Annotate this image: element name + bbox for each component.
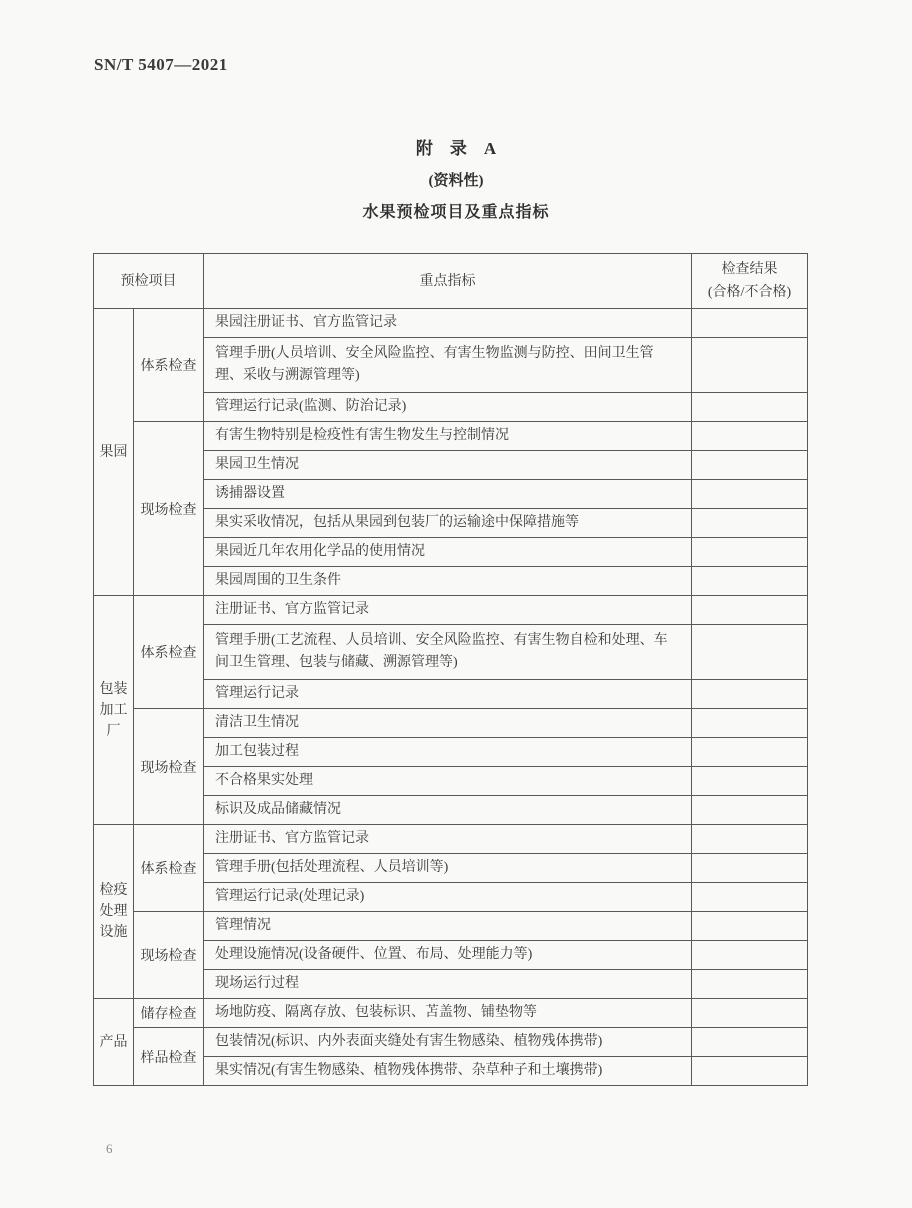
group-cell-system-check: 体系检查 xyxy=(134,825,204,912)
indicator-cell: 注册证书、官方监管记录 xyxy=(204,825,692,854)
category-cell-orchard: 果园 xyxy=(94,309,134,596)
result-cell xyxy=(692,825,808,854)
table-row xyxy=(94,912,808,941)
indicator-cell: 管理手册(工艺流程、人员培训、安全风险监控、有害生物自检和处理、车间卫生管理、包装与储藏、溯源管理等) xyxy=(204,625,692,680)
indicator-cell: 不合格果实处理 xyxy=(204,767,692,796)
result-cell xyxy=(692,393,808,422)
group-cell-site-check: 现场检查 xyxy=(134,709,204,825)
indicator-cell: 标识及成品储藏情况 xyxy=(204,796,692,825)
result-cell xyxy=(692,854,808,883)
indicator-cell: 诱捕器设置 xyxy=(204,480,692,509)
table-row xyxy=(94,825,808,854)
group-cell-site-check: 现场检查 xyxy=(134,912,204,999)
standard-number: SN/T 5407—2021 xyxy=(94,55,228,74)
result-cell xyxy=(692,480,808,509)
indicator-cell: 清洁卫生情况 xyxy=(204,709,692,738)
indicator-cell: 果园注册证书、官方监管记录 xyxy=(204,309,692,338)
inspection-table xyxy=(93,253,808,1086)
result-cell xyxy=(692,625,808,680)
indicator-cell: 现场运行过程 xyxy=(204,970,692,999)
page-number: 6 xyxy=(106,1141,113,1156)
result-cell xyxy=(692,941,808,970)
indicator-cell: 管理手册(人员培训、安全风险监控、有害生物监测与防控、田间卫生管理、采收与溯源管理等) xyxy=(204,338,692,393)
indicator-cell: 果实采收情况，包括从果园到包装厂的运输途中保障措施等 xyxy=(204,509,692,538)
header-check-result-line2: (合格/不合格) xyxy=(707,285,792,300)
indicator-cell: 果园卫生情况 xyxy=(204,451,692,480)
header-check-result xyxy=(692,254,808,309)
result-cell xyxy=(692,999,808,1028)
table-row xyxy=(94,422,808,451)
indicator-cell: 有害生物特别是检疫性有害生物发生与控制情况 xyxy=(204,422,692,451)
indicator-cell: 管理运行记录 xyxy=(204,680,692,709)
table-row xyxy=(94,596,808,625)
header-check-result-line1: 检查结果 xyxy=(721,262,778,277)
appendix-title-block xyxy=(0,134,912,222)
result-cell xyxy=(692,738,808,767)
indicator-cell: 注册证书、官方监管记录 xyxy=(204,596,692,625)
group-cell-sample-check: 样品检查 xyxy=(134,1028,204,1086)
result-cell xyxy=(692,912,808,941)
group-cell-storage-check: 储存检查 xyxy=(134,999,204,1028)
indicator-cell: 场地防疫、隔离存放、包装标识、苫盖物、铺垫物等 xyxy=(204,999,692,1028)
category-cell-quarantine-facility: 检疫处理设施 xyxy=(94,825,134,999)
result-cell xyxy=(692,1057,808,1086)
result-cell xyxy=(692,680,808,709)
result-cell xyxy=(692,596,808,625)
header-precheck-item: 预检项目 xyxy=(94,254,204,309)
table-row xyxy=(94,1028,808,1057)
result-cell xyxy=(692,509,808,538)
result-cell xyxy=(692,451,808,480)
table-row xyxy=(94,709,808,738)
appendix-title: 附 录 A xyxy=(415,139,497,158)
indicator-cell: 加工包装过程 xyxy=(204,738,692,767)
category-cell-packing-plant: 包装加工厂 xyxy=(94,596,134,825)
result-cell xyxy=(692,422,808,451)
appendix-subtitle: (资料性) xyxy=(428,173,484,189)
group-cell-system-check: 体系检查 xyxy=(134,596,204,709)
indicator-cell: 处理设施情况(设备硬件、位置、布局、处理能力等) xyxy=(204,941,692,970)
table-row xyxy=(94,999,808,1028)
result-cell xyxy=(692,767,808,796)
indicator-cell: 果园周围的卫生条件 xyxy=(204,567,692,596)
indicator-cell: 果实情况(有害生物感染、植物残体携带、杂草种子和土壤携带) xyxy=(204,1057,692,1086)
indicator-cell: 管理情况 xyxy=(204,912,692,941)
header-row xyxy=(94,254,808,309)
result-cell xyxy=(692,338,808,393)
result-cell xyxy=(692,538,808,567)
result-cell xyxy=(692,1028,808,1057)
indicator-cell: 包装情况(标识、内外表面夹缝处有害生物感染、植物残体携带) xyxy=(204,1028,692,1057)
result-cell xyxy=(692,970,808,999)
result-cell xyxy=(692,309,808,338)
result-cell xyxy=(692,796,808,825)
category-cell-product: 产品 xyxy=(94,999,134,1086)
result-cell xyxy=(692,883,808,912)
indicator-cell: 果园近几年农用化学品的使用情况 xyxy=(204,538,692,567)
table-title: 水果预检项目及重点指标 xyxy=(362,204,550,221)
group-cell-system-check: 体系检查 xyxy=(134,309,204,422)
header-key-indicator: 重点指标 xyxy=(204,254,692,309)
indicator-cell: 管理运行记录(监测、防治记录) xyxy=(204,393,692,422)
group-cell-site-check: 现场检查 xyxy=(134,422,204,596)
indicator-cell: 管理手册(包括处理流程、人员培训等) xyxy=(204,854,692,883)
table-row xyxy=(94,309,808,338)
indicator-cell: 管理运行记录(处理记录) xyxy=(204,883,692,912)
result-cell xyxy=(692,567,808,596)
result-cell xyxy=(692,709,808,738)
